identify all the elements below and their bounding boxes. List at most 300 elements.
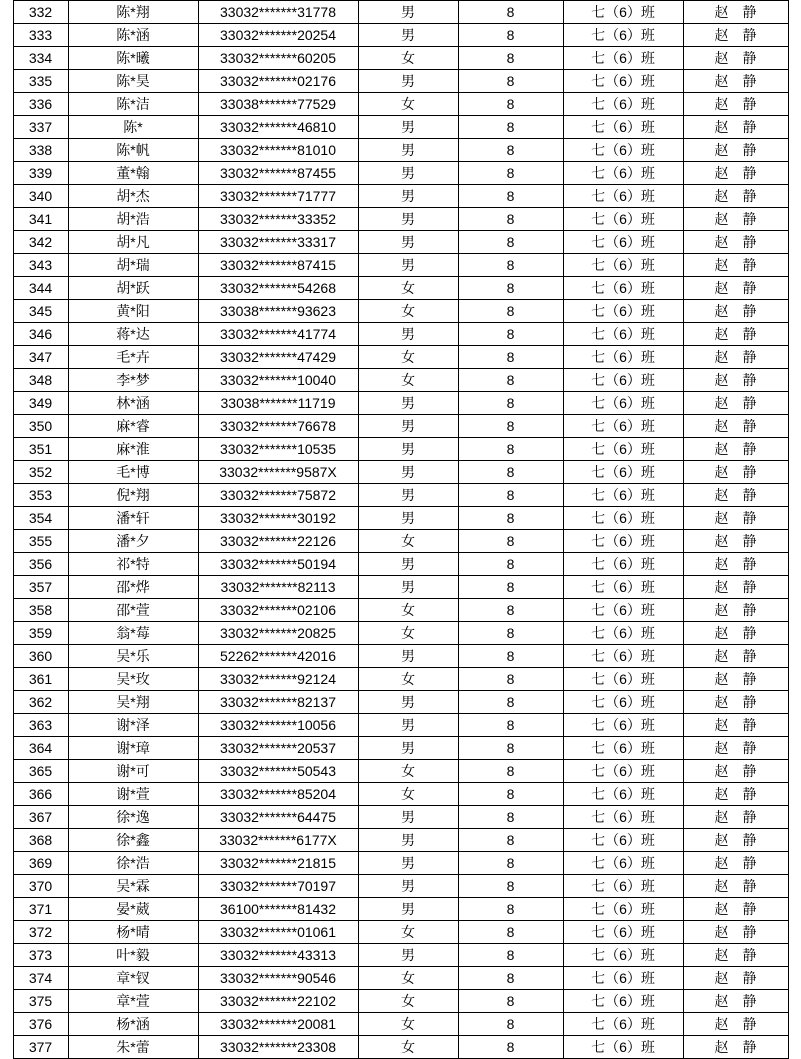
table-row	[13, 875, 788, 898]
table-row	[13, 691, 788, 714]
cell-class: 七（6）班	[563, 47, 683, 70]
table-row	[13, 438, 788, 461]
cell-grade: 8	[458, 553, 563, 576]
cell-id-number: 33032*******02176	[198, 70, 358, 93]
table-row	[13, 829, 788, 852]
table-row	[13, 622, 788, 645]
table-row	[13, 415, 788, 438]
cell-sex: 男	[358, 208, 458, 231]
cell-grade: 8	[458, 369, 563, 392]
cell-id-number: 33032*******33352	[198, 208, 358, 231]
cell-sex: 男	[358, 691, 458, 714]
cell-teacher: 赵 静	[683, 1013, 788, 1036]
cell-sex: 男	[358, 1, 458, 24]
cell-seq: 373	[13, 944, 68, 967]
cell-sex: 男	[358, 116, 458, 139]
table-row	[13, 369, 788, 392]
cell-seq: 370	[13, 875, 68, 898]
cell-sex: 男	[358, 507, 458, 530]
cell-grade: 8	[458, 185, 563, 208]
cell-sex: 女	[358, 622, 458, 645]
cell-grade: 8	[458, 300, 563, 323]
cell-sex: 男	[358, 737, 458, 760]
table-row	[13, 599, 788, 622]
cell-grade: 8	[458, 93, 563, 116]
cell-id-number: 33032*******20254	[198, 24, 358, 47]
cell-seq: 368	[13, 829, 68, 852]
cell-id-number: 36100*******81432	[198, 898, 358, 921]
cell-id-number: 33032*******64475	[198, 806, 358, 829]
cell-id-number: 33032*******22102	[198, 990, 358, 1013]
cell-sex: 男	[358, 139, 458, 162]
cell-seq: 350	[13, 415, 68, 438]
cell-seq: 354	[13, 507, 68, 530]
cell-grade: 8	[458, 622, 563, 645]
cell-teacher: 赵 静	[683, 714, 788, 737]
cell-grade: 8	[458, 1036, 563, 1059]
cell-class: 七（6）班	[563, 93, 683, 116]
cell-teacher: 赵 静	[683, 185, 788, 208]
cell-class: 七（6）班	[563, 737, 683, 760]
cell-name: 吴*霖	[68, 875, 198, 898]
cell-name: 陈*翔	[68, 1, 198, 24]
cell-class: 七（6）班	[563, 185, 683, 208]
cell-name: 陈*涵	[68, 24, 198, 47]
cell-grade: 8	[458, 254, 563, 277]
cell-sex: 男	[358, 576, 458, 599]
cell-name: 谢*萱	[68, 783, 198, 806]
cell-id-number: 33032*******02106	[198, 599, 358, 622]
cell-name: 胡*跃	[68, 277, 198, 300]
table-row	[13, 185, 788, 208]
cell-class: 七（6）班	[563, 760, 683, 783]
cell-seq: 374	[13, 967, 68, 990]
cell-seq: 353	[13, 484, 68, 507]
cell-grade: 8	[458, 737, 563, 760]
cell-id-number: 33038*******77529	[198, 93, 358, 116]
cell-sex: 女	[358, 921, 458, 944]
cell-teacher: 赵 静	[683, 737, 788, 760]
table-row	[13, 300, 788, 323]
cell-class: 七（6）班	[563, 346, 683, 369]
cell-grade: 8	[458, 760, 563, 783]
cell-teacher: 赵 静	[683, 438, 788, 461]
cell-sex: 男	[358, 162, 458, 185]
cell-grade: 8	[458, 875, 563, 898]
cell-id-number: 33032*******23308	[198, 1036, 358, 1059]
cell-class: 七（6）班	[563, 24, 683, 47]
cell-id-number: 33032*******54268	[198, 277, 358, 300]
cell-seq: 352	[13, 461, 68, 484]
cell-seq: 365	[13, 760, 68, 783]
cell-id-number: 33032*******81010	[198, 139, 358, 162]
cell-seq: 338	[13, 139, 68, 162]
table-row	[13, 967, 788, 990]
cell-name: 潘*夕	[68, 530, 198, 553]
cell-teacher: 赵 静	[683, 277, 788, 300]
cell-class: 七（6）班	[563, 967, 683, 990]
cell-teacher: 赵 静	[683, 70, 788, 93]
cell-sex: 男	[358, 185, 458, 208]
cell-sex: 男	[358, 461, 458, 484]
cell-grade: 8	[458, 599, 563, 622]
cell-teacher: 赵 静	[683, 691, 788, 714]
cell-name: 杨*涵	[68, 1013, 198, 1036]
table-row	[13, 783, 788, 806]
cell-grade: 8	[458, 231, 563, 254]
table-row	[13, 254, 788, 277]
cell-class: 七（6）班	[563, 622, 683, 645]
cell-sex: 女	[358, 346, 458, 369]
cell-grade: 8	[458, 24, 563, 47]
cell-teacher: 赵 静	[683, 921, 788, 944]
cell-class: 七（6）班	[563, 852, 683, 875]
cell-class: 七（6）班	[563, 806, 683, 829]
cell-sex: 男	[358, 714, 458, 737]
cell-seq: 357	[13, 576, 68, 599]
cell-sex: 男	[358, 392, 458, 415]
cell-name: 章*钗	[68, 967, 198, 990]
cell-grade: 8	[458, 967, 563, 990]
cell-id-number: 33032*******85204	[198, 783, 358, 806]
table-row	[13, 231, 788, 254]
cell-sex: 女	[358, 277, 458, 300]
cell-id-number: 33032*******50194	[198, 553, 358, 576]
table-row	[13, 139, 788, 162]
cell-class: 七（6）班	[563, 944, 683, 967]
cell-grade: 8	[458, 921, 563, 944]
cell-sex: 男	[358, 898, 458, 921]
cell-teacher: 赵 静	[683, 967, 788, 990]
cell-name: 吴*玫	[68, 668, 198, 691]
cell-teacher: 赵 静	[683, 392, 788, 415]
cell-teacher: 赵 静	[683, 139, 788, 162]
cell-grade: 8	[458, 944, 563, 967]
cell-id-number: 33032*******60205	[198, 47, 358, 70]
cell-id-number: 33032*******20537	[198, 737, 358, 760]
table-row	[13, 277, 788, 300]
cell-name: 胡*杰	[68, 185, 198, 208]
cell-grade: 8	[458, 70, 563, 93]
cell-id-number: 33032*******50543	[198, 760, 358, 783]
cell-seq: 364	[13, 737, 68, 760]
cell-id-number: 33032*******20825	[198, 622, 358, 645]
cell-class: 七（6）班	[563, 438, 683, 461]
cell-teacher: 赵 静	[683, 852, 788, 875]
cell-teacher: 赵 静	[683, 898, 788, 921]
cell-grade: 8	[458, 461, 563, 484]
cell-id-number: 33032*******87455	[198, 162, 358, 185]
cell-sex: 男	[358, 231, 458, 254]
table-row	[13, 392, 788, 415]
cell-grade: 8	[458, 783, 563, 806]
cell-id-number: 33032*******70197	[198, 875, 358, 898]
cell-name: 谢*泽	[68, 714, 198, 737]
cell-grade: 8	[458, 691, 563, 714]
table-row	[13, 484, 788, 507]
cell-grade: 8	[458, 139, 563, 162]
cell-name: 陈*曦	[68, 47, 198, 70]
cell-seq: 343	[13, 254, 68, 277]
table-row	[13, 645, 788, 668]
cell-sex: 男	[358, 254, 458, 277]
cell-id-number: 33032*******33317	[198, 231, 358, 254]
cell-id-number: 33032*******47429	[198, 346, 358, 369]
cell-id-number: 33032*******22126	[198, 530, 358, 553]
cell-grade: 8	[458, 208, 563, 231]
cell-grade: 8	[458, 277, 563, 300]
cell-id-number: 33032*******31778	[198, 1, 358, 24]
cell-teacher: 赵 静	[683, 461, 788, 484]
cell-grade: 8	[458, 438, 563, 461]
cell-id-number: 33038*******11719	[198, 392, 358, 415]
cell-grade: 8	[458, 415, 563, 438]
cell-class: 七（6）班	[563, 254, 683, 277]
table-row	[13, 346, 788, 369]
cell-seq: 376	[13, 1013, 68, 1036]
cell-seq: 356	[13, 553, 68, 576]
cell-sex: 男	[358, 323, 458, 346]
cell-class: 七（6）班	[563, 1, 683, 24]
cell-teacher: 赵 静	[683, 484, 788, 507]
table-body	[13, 1, 788, 1059]
cell-class: 七（6）班	[563, 921, 683, 944]
cell-seq: 358	[13, 599, 68, 622]
cell-teacher: 赵 静	[683, 300, 788, 323]
cell-sex: 男	[358, 944, 458, 967]
cell-sex: 女	[358, 369, 458, 392]
cell-teacher: 赵 静	[683, 346, 788, 369]
table-row	[13, 990, 788, 1013]
cell-teacher: 赵 静	[683, 162, 788, 185]
cell-teacher: 赵 静	[683, 668, 788, 691]
cell-seq: 375	[13, 990, 68, 1013]
cell-teacher: 赵 静	[683, 507, 788, 530]
cell-name: 毛*卉	[68, 346, 198, 369]
cell-sex: 男	[358, 484, 458, 507]
cell-id-number: 33032*******6177X	[198, 829, 358, 852]
cell-sex: 女	[358, 668, 458, 691]
cell-class: 七（6）班	[563, 829, 683, 852]
cell-sex: 男	[358, 553, 458, 576]
cell-teacher: 赵 静	[683, 599, 788, 622]
cell-sex: 男	[358, 645, 458, 668]
cell-sex: 女	[358, 599, 458, 622]
cell-class: 七（6）班	[563, 576, 683, 599]
table-row	[13, 898, 788, 921]
table-row	[13, 553, 788, 576]
cell-name: 潘*轩	[68, 507, 198, 530]
cell-class: 七（6）班	[563, 300, 683, 323]
table-row	[13, 1013, 788, 1036]
cell-teacher: 赵 静	[683, 93, 788, 116]
cell-sex: 女	[358, 783, 458, 806]
cell-sex: 男	[358, 24, 458, 47]
cell-seq: 345	[13, 300, 68, 323]
cell-teacher: 赵 静	[683, 415, 788, 438]
cell-teacher: 赵 静	[683, 1036, 788, 1059]
cell-teacher: 赵 静	[683, 530, 788, 553]
cell-id-number: 33032*******10040	[198, 369, 358, 392]
cell-name: 林*涵	[68, 392, 198, 415]
cell-name: 陈*帆	[68, 139, 198, 162]
table-row	[13, 944, 788, 967]
cell-grade: 8	[458, 392, 563, 415]
cell-grade: 8	[458, 47, 563, 70]
cell-grade: 8	[458, 806, 563, 829]
cell-id-number: 33032*******9587X	[198, 461, 358, 484]
table-row	[13, 162, 788, 185]
cell-grade: 8	[458, 162, 563, 185]
cell-sex: 女	[358, 1013, 458, 1036]
cell-seq: 332	[13, 1, 68, 24]
cell-seq: 355	[13, 530, 68, 553]
table-row	[13, 576, 788, 599]
cell-teacher: 赵 静	[683, 369, 788, 392]
cell-class: 七（6）班	[563, 116, 683, 139]
cell-name: 陈*	[68, 116, 198, 139]
cell-name: 吴*乐	[68, 645, 198, 668]
cell-seq: 334	[13, 47, 68, 70]
cell-seq: 340	[13, 185, 68, 208]
table-row	[13, 668, 788, 691]
cell-class: 七（6）班	[563, 1013, 683, 1036]
cell-name: 胡*凡	[68, 231, 198, 254]
cell-seq: 347	[13, 346, 68, 369]
cell-sex: 女	[358, 47, 458, 70]
cell-class: 七（6）班	[563, 898, 683, 921]
cell-grade: 8	[458, 576, 563, 599]
cell-sex: 男	[358, 438, 458, 461]
cell-name: 徐*鑫	[68, 829, 198, 852]
cell-class: 七（6）班	[563, 553, 683, 576]
cell-sex: 男	[358, 806, 458, 829]
cell-teacher: 赵 静	[683, 254, 788, 277]
cell-name: 朱*蕾	[68, 1036, 198, 1059]
cell-sex: 女	[358, 967, 458, 990]
cell-grade: 8	[458, 829, 563, 852]
cell-grade: 8	[458, 668, 563, 691]
cell-id-number: 33032*******90546	[198, 967, 358, 990]
cell-class: 七（6）班	[563, 392, 683, 415]
cell-id-number: 33032*******76678	[198, 415, 358, 438]
cell-seq: 348	[13, 369, 68, 392]
table-row	[13, 921, 788, 944]
cell-seq: 335	[13, 70, 68, 93]
student-roster-table	[13, 0, 789, 1059]
cell-teacher: 赵 静	[683, 760, 788, 783]
cell-class: 七（6）班	[563, 875, 683, 898]
cell-class: 七（6）班	[563, 530, 683, 553]
cell-id-number: 33032*******43313	[198, 944, 358, 967]
cell-grade: 8	[458, 484, 563, 507]
cell-name: 徐*浩	[68, 852, 198, 875]
cell-sex: 女	[358, 1036, 458, 1059]
cell-teacher: 赵 静	[683, 622, 788, 645]
cell-sex: 男	[358, 875, 458, 898]
cell-name: 麻*淮	[68, 438, 198, 461]
cell-class: 七（6）班	[563, 231, 683, 254]
table-row	[13, 1036, 788, 1059]
cell-id-number: 33032*******10535	[198, 438, 358, 461]
cell-class: 七（6）班	[563, 484, 683, 507]
cell-teacher: 赵 静	[683, 783, 788, 806]
cell-sex: 男	[358, 70, 458, 93]
cell-id-number: 33032*******01061	[198, 921, 358, 944]
cell-teacher: 赵 静	[683, 323, 788, 346]
cell-seq: 333	[13, 24, 68, 47]
cell-grade: 8	[458, 1013, 563, 1036]
cell-name: 谢*璋	[68, 737, 198, 760]
cell-seq: 351	[13, 438, 68, 461]
cell-id-number: 33032*******82113	[198, 576, 358, 599]
cell-seq: 360	[13, 645, 68, 668]
cell-teacher: 赵 静	[683, 553, 788, 576]
cell-teacher: 赵 静	[683, 1, 788, 24]
cell-seq: 366	[13, 783, 68, 806]
cell-name: 叶*毅	[68, 944, 198, 967]
table-row	[13, 852, 788, 875]
cell-class: 七（6）班	[563, 323, 683, 346]
cell-class: 七（6）班	[563, 139, 683, 162]
cell-teacher: 赵 静	[683, 576, 788, 599]
table-row	[13, 70, 788, 93]
cell-teacher: 赵 静	[683, 24, 788, 47]
cell-id-number: 33032*******75872	[198, 484, 358, 507]
cell-grade: 8	[458, 898, 563, 921]
cell-name: 毛*博	[68, 461, 198, 484]
table-row	[13, 806, 788, 829]
cell-class: 七（6）班	[563, 645, 683, 668]
cell-seq: 359	[13, 622, 68, 645]
cell-seq: 349	[13, 392, 68, 415]
cell-name: 陈*洁	[68, 93, 198, 116]
cell-id-number: 33032*******30192	[198, 507, 358, 530]
cell-teacher: 赵 静	[683, 47, 788, 70]
cell-sex: 女	[358, 93, 458, 116]
table-row	[13, 507, 788, 530]
cell-grade: 8	[458, 1, 563, 24]
cell-name: 麻*睿	[68, 415, 198, 438]
cell-seq: 361	[13, 668, 68, 691]
cell-teacher: 赵 静	[683, 806, 788, 829]
cell-name: 陈*昊	[68, 70, 198, 93]
table-row	[13, 1, 788, 24]
cell-id-number: 33032*******21815	[198, 852, 358, 875]
cell-seq: 342	[13, 231, 68, 254]
cell-seq: 363	[13, 714, 68, 737]
cell-id-number: 33038*******93623	[198, 300, 358, 323]
cell-id-number: 33032*******46810	[198, 116, 358, 139]
cell-class: 七（6）班	[563, 208, 683, 231]
cell-teacher: 赵 静	[683, 231, 788, 254]
cell-seq: 377	[13, 1036, 68, 1059]
cell-seq: 372	[13, 921, 68, 944]
cell-name: 胡*瑞	[68, 254, 198, 277]
cell-class: 七（6）班	[563, 70, 683, 93]
cell-grade: 8	[458, 116, 563, 139]
cell-grade: 8	[458, 323, 563, 346]
cell-sex: 男	[358, 829, 458, 852]
cell-class: 七（6）班	[563, 507, 683, 530]
cell-name: 晏*葳	[68, 898, 198, 921]
cell-id-number: 33032*******71777	[198, 185, 358, 208]
cell-teacher: 赵 静	[683, 990, 788, 1013]
cell-seq: 367	[13, 806, 68, 829]
cell-name: 吴*翔	[68, 691, 198, 714]
cell-teacher: 赵 静	[683, 116, 788, 139]
cell-class: 七（6）班	[563, 990, 683, 1013]
